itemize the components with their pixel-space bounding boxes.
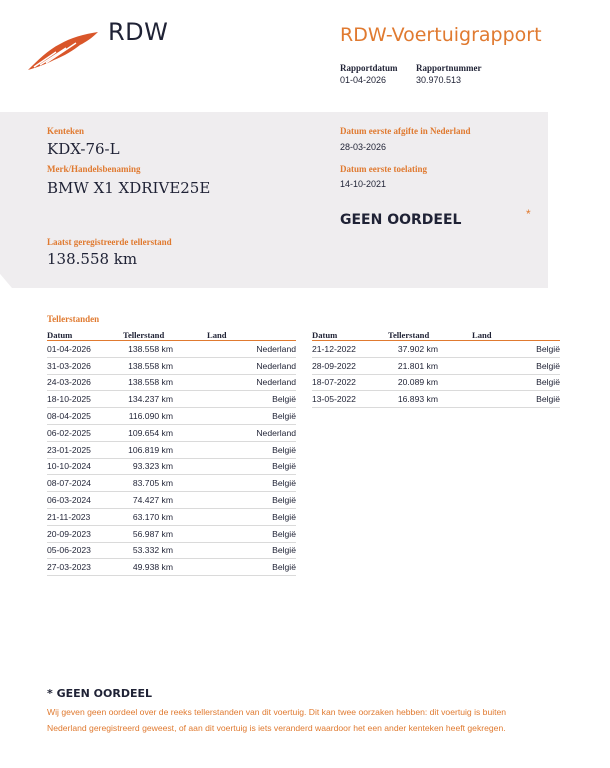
table-row: [47, 458, 296, 475]
reading-value: 138.558 km: [128, 360, 173, 371]
cell-reading: [123, 559, 207, 576]
table-row: [47, 391, 296, 408]
cell-reading: [123, 374, 207, 391]
cell-date: 23-01-2025: [47, 441, 123, 458]
cell-country: België: [207, 492, 296, 509]
reading-value: 20.089 km: [397, 377, 438, 388]
cell-country: Nederland: [207, 341, 296, 358]
cell-date: 24-03-2026: [47, 374, 123, 391]
table-row: [47, 374, 296, 391]
footnote-text: Wij geven geen oordeel over de reeks tellerstanden van dit voertuig. Dit kan twee oorzaken hebben: dit voertuig is buiten Nederland geregistreerd geweest, of aan dit voertuig is iets veranderd waardoor het een ander kenteken heeft gekregen.: [47, 707, 507, 733]
reading-value: 109.654 km: [128, 427, 173, 438]
header-country: Land: [472, 329, 560, 341]
table-row: [47, 408, 296, 425]
table-row: [47, 525, 296, 542]
reading-value: 16.893 km: [397, 394, 438, 405]
reading-value: 74.427 km: [132, 495, 173, 506]
table-row: [47, 357, 296, 374]
cell-reading: [123, 525, 207, 542]
cell-reading: [123, 357, 207, 374]
table-row: [312, 341, 560, 358]
reading-value: 138.558 km: [128, 343, 173, 354]
cell-country: Nederland: [207, 374, 296, 391]
reading-value: 37.902 km: [397, 343, 438, 354]
cell-date: 20-09-2023: [47, 525, 123, 542]
cell-country: België: [207, 441, 296, 458]
table-row: [47, 492, 296, 509]
cell-date: 05-06-2023: [47, 542, 123, 559]
cell-country: België: [207, 542, 296, 559]
cell-reading: [123, 424, 207, 441]
cell-date: 21-12-2022: [312, 341, 388, 358]
odometer-history-title: Tellerstanden: [47, 314, 100, 324]
odometer-label: Laatst geregistreerde tellerstand: [47, 237, 172, 247]
report-title: RDW-Voertuigrapport: [340, 24, 542, 46]
report-date-value: 01-04-2026: [340, 75, 387, 85]
cell-date: 27-03-2023: [47, 559, 123, 576]
cell-date: 18-07-2022: [312, 374, 388, 391]
first-issue-nl-label: Datum eerste afgifte in Nederland: [340, 126, 471, 136]
cell-date: 31-03-2026: [47, 357, 123, 374]
table-header-row: [312, 329, 560, 341]
table-row: [312, 374, 560, 391]
cell-date: 10-10-2024: [47, 458, 123, 475]
reading-value: 83.705 km: [132, 478, 173, 489]
rdw-feather-logo-icon: [26, 30, 100, 72]
header-date: Datum: [47, 329, 123, 341]
cell-country: België: [472, 391, 560, 408]
odometer-table-left: [47, 329, 296, 576]
verdict: GEEN OORDEEL: [340, 212, 462, 228]
logo-text: RDW: [108, 18, 169, 46]
header-reading: Tellerstand: [123, 329, 207, 341]
table-row: [312, 391, 560, 408]
cell-reading: [123, 341, 207, 358]
first-issue-nl-value: 28-03-2026: [340, 142, 387, 152]
cell-reading: [123, 492, 207, 509]
table-row: [312, 357, 560, 374]
table-row: [47, 424, 296, 441]
cell-country: Nederland: [207, 424, 296, 441]
cell-date: 13-05-2022: [312, 391, 388, 408]
make-value: BMW X1 XDRIVE25E: [47, 179, 211, 197]
cell-country: België: [207, 408, 296, 425]
cell-date: 08-04-2025: [47, 408, 123, 425]
reading-value: 134.237 km: [128, 394, 173, 405]
table-row: [47, 559, 296, 576]
cell-date: 18-10-2025: [47, 391, 123, 408]
cell-reading: [123, 508, 207, 525]
report-date: [340, 62, 398, 86]
cell-date: 28-09-2022: [312, 357, 388, 374]
odometer-table-right: [312, 329, 560, 408]
table-row: [47, 341, 296, 358]
first-admission-label: Datum eerste toelating: [340, 164, 427, 174]
table-row: [47, 508, 296, 525]
cell-country: België: [472, 357, 560, 374]
reading-value: 63.170 km: [132, 511, 173, 522]
cell-date: 06-02-2025: [47, 424, 123, 441]
cell-reading: [388, 374, 472, 391]
report-number-label: Rapportnummer: [416, 63, 482, 73]
make-label: Merk/Handelsbenaming: [47, 164, 141, 174]
cell-reading: [388, 341, 472, 358]
cell-reading: [123, 408, 207, 425]
cell-country: België: [207, 508, 296, 525]
reading-value: 116.090 km: [128, 411, 173, 422]
cell-date: 21-11-2023: [47, 508, 123, 525]
reading-value: 21.801 km: [397, 360, 438, 371]
cell-country: België: [207, 525, 296, 542]
reading-value: 106.819 km: [128, 444, 173, 455]
cell-country: België: [207, 559, 296, 576]
cell-country: België: [472, 374, 560, 391]
table-row: [47, 475, 296, 492]
header-country: Land: [207, 329, 296, 341]
plate-label: Kenteken: [47, 126, 84, 136]
table-row: [47, 441, 296, 458]
reading-value: 138.558 km: [128, 377, 173, 388]
verdict-star: *: [526, 207, 531, 221]
cell-country: Nederland: [207, 357, 296, 374]
header-date: Datum: [312, 329, 388, 341]
report-date-label: Rapportdatum: [340, 63, 398, 73]
first-admission-value: 14-10-2021: [340, 179, 387, 189]
cell-reading: [123, 542, 207, 559]
odometer-value: 138.558 km: [47, 250, 138, 268]
cell-date: 06-03-2024: [47, 492, 123, 509]
cell-country: België: [207, 475, 296, 492]
cell-reading: [123, 441, 207, 458]
report-number: [416, 62, 482, 86]
table-header-row: [47, 329, 296, 341]
cell-country: België: [472, 341, 560, 358]
cell-date: 01-04-2026: [47, 341, 123, 358]
plate-value: KDX-76-L: [47, 140, 120, 158]
table-row: [47, 542, 296, 559]
cell-reading: [123, 458, 207, 475]
cell-country: België: [207, 391, 296, 408]
cell-date: 08-07-2024: [47, 475, 123, 492]
cell-reading: [388, 357, 472, 374]
reading-value: 56.987 km: [132, 528, 173, 539]
cell-reading: [123, 391, 207, 408]
footnote-title: * GEEN OORDEEL: [47, 687, 153, 700]
cell-reading: [388, 391, 472, 408]
report-number-value: 30.970.513: [416, 75, 462, 85]
reading-value: 53.332 km: [132, 545, 173, 556]
header-reading: Tellerstand: [388, 329, 472, 341]
reading-value: 49.938 km: [132, 562, 173, 573]
cell-country: België: [207, 458, 296, 475]
reading-value: 93.323 km: [132, 461, 173, 472]
cell-reading: [123, 475, 207, 492]
